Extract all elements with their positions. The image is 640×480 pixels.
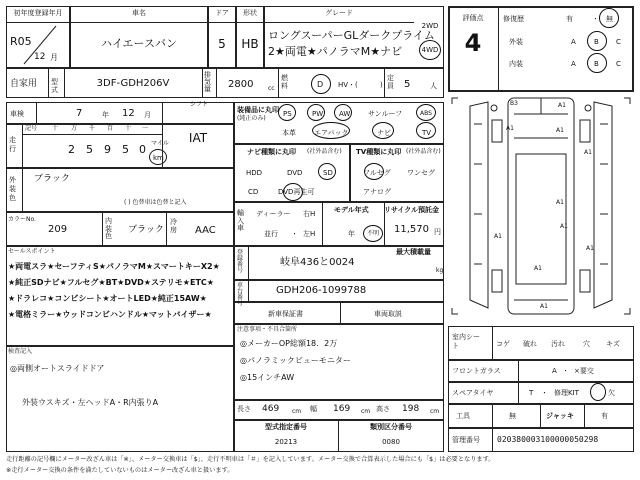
fuel-circle — [311, 74, 331, 94]
equip-ps-circle — [278, 104, 296, 121]
notes-line-3: ◎15インチAW — [240, 373, 295, 382]
navi-hdd: HDD — [246, 169, 263, 177]
equip-abs: ABS — [420, 110, 432, 117]
repair-yes: 有 — [566, 15, 573, 23]
shift-label: シフト — [190, 101, 209, 108]
tv-oneseg: ワンセグ — [407, 169, 435, 177]
color-code-value: 209 — [48, 224, 68, 235]
front-glass-a: A — [552, 367, 557, 375]
tv-sub: (社外品含む) — [406, 148, 441, 155]
front-glass-label: フロントガラス — [452, 367, 501, 375]
type-cert-value: 20213 — [274, 438, 298, 446]
width-value: 169 — [333, 404, 351, 414]
height-label: 高さ — [376, 405, 390, 413]
inspector-line-1: ◎両側オートスライドドア — [10, 364, 105, 373]
equip-pw-circle — [307, 104, 325, 121]
height-unit: cm — [430, 408, 440, 415]
equip-tv-circle — [416, 122, 436, 139]
reg-month-unit: 月 — [50, 53, 58, 62]
jack-value: 有 — [601, 412, 608, 420]
reg-year-header: 初年度登録年月 — [13, 9, 63, 17]
equip-abs-circle — [416, 104, 436, 121]
seat-yabure: 破れ — [523, 340, 537, 348]
notes-line-2: ◎パノラミックビューモニター — [240, 356, 351, 365]
equipment-sub: (純正のみ) — [237, 115, 266, 122]
diag-mark-a1-4: A1 — [556, 127, 564, 134]
mileage-digit-5: 0 — [139, 143, 146, 156]
navi-cd: CD — [248, 188, 259, 196]
interior-seat-label: 室内シート — [452, 333, 480, 351]
diag-mark-a1-3: A1 — [584, 149, 592, 156]
tools-label: 工具 — [456, 412, 470, 420]
inspection-label: 車検 — [10, 110, 24, 118]
diag-mark-a1-10: A1 — [540, 303, 548, 310]
spare-tire-label: スペアタイヤ — [452, 389, 494, 397]
spare-tire-circle — [590, 383, 606, 401]
repair-header: 修復歴 — [503, 15, 524, 23]
class-label: 類別区分番号 — [370, 423, 412, 431]
inspection-month-unit: 月 — [144, 111, 151, 119]
spare-tire-none: 欠 — [608, 389, 615, 397]
mileage-digit-2: 5 — [86, 143, 93, 156]
inspector-label: 検査記入 — [8, 348, 33, 355]
exterior-label: 外装 — [509, 38, 523, 46]
chassis-value: GDH206-1099788 — [276, 285, 367, 296]
inspection-year: 7 — [76, 108, 83, 119]
exterior-color-note: ( ) 色替車は色替と記入 — [124, 199, 187, 206]
exterior-a: A — [571, 38, 576, 46]
color-code-label: カラーNo. — [8, 216, 36, 223]
interior-color-value: ブラック — [128, 225, 164, 235]
seat-ana: 穴 — [583, 340, 590, 348]
score-value: 4 — [464, 29, 482, 57]
mileage-head-1: 十 — [52, 125, 59, 132]
equip-leather: 本革 — [282, 129, 296, 137]
doors-value: 5 — [218, 37, 226, 51]
model-year-unknown-circle — [363, 225, 383, 242]
model-name-header: 車名 — [132, 9, 146, 17]
grade-line2: 2★両電★パノラマM★ナビ — [268, 45, 403, 58]
max-load-label: 最大積載量 — [396, 248, 431, 256]
length-unit: cm — [292, 408, 302, 415]
spare-tire-t: T — [529, 389, 534, 397]
width-unit: cm — [361, 408, 371, 415]
seats-label: 定員 — [387, 74, 394, 91]
equip-tv: TV — [422, 129, 432, 137]
footer-line-2: ※走行メーター交換の条件を満たしていないものはメーター改ざん車と扱います。 — [6, 467, 234, 474]
tv-analog: アナログ — [363, 188, 391, 196]
max-load-unit: kg — [436, 267, 444, 274]
exterior-b-circle — [587, 31, 607, 51]
equip-aw-circle — [334, 104, 352, 121]
footer-line-1: 走行距離の記号欄にメーター改ざん車は「※」、メーター交換車は「$」、走行不明車は「＃」を記入しています。メーター交換で合算表示した場合にも「$」は必要となります。 — [6, 456, 495, 463]
import-sep: ・ — [291, 230, 298, 238]
registration-label: 登録番号 — [237, 249, 244, 274]
fuel-hv: HV・( — [338, 81, 358, 89]
interior-b-circle — [587, 53, 607, 73]
warranty-new: 新車保証書 — [268, 310, 303, 318]
length-value: 469 — [262, 404, 280, 414]
mileage-head-2: 万 — [71, 125, 78, 132]
mileage-head-6: 一 — [142, 125, 149, 132]
tv-fullseg: フルセグ — [363, 169, 391, 177]
navi-header: ナビ種類に丸印 — [247, 148, 296, 156]
shift-value: IAT — [188, 131, 208, 145]
exterior-color-value: ブラック — [34, 174, 70, 184]
mileage-digit-4: 5 — [122, 143, 129, 156]
interior-a: A — [571, 60, 576, 68]
inspector-line-2: 外装ウスキズ・左ヘッドA・R内張りA — [22, 398, 159, 407]
type-cert-label: 型式指定番号 — [265, 423, 307, 431]
diag-mark-a1-1: A1 — [558, 102, 566, 109]
equip-navi: ナビ — [377, 129, 391, 137]
mileage-head-3: 千 — [89, 125, 96, 132]
inspection-year-unit: 年 — [102, 111, 109, 119]
navi-dvd: DVD — [287, 169, 303, 177]
navi-dvd-play-circle — [283, 183, 303, 201]
type-value: 3DF-GDH206V — [96, 78, 170, 89]
equip-airbag: エアバック — [314, 129, 349, 137]
seats-unit: 人 — [430, 82, 437, 90]
repair-no-circle — [599, 8, 619, 28]
mileage-km-circle — [149, 149, 167, 165]
exterior-color-label: 外装色 — [9, 176, 16, 203]
inspection-month: 12 — [122, 108, 135, 119]
import-label: 輸入車 — [237, 209, 244, 233]
import-parallel: 並行 — [264, 230, 278, 238]
disp-unit: cc — [268, 85, 275, 92]
type-label: 型式 — [51, 78, 58, 95]
mileage-kigou: 記号 — [25, 125, 38, 132]
front-glass-sep: ・ — [562, 367, 569, 375]
navi-sd-circle — [318, 163, 336, 180]
model-year-label: モデル年式 — [334, 206, 369, 214]
sales-point-line-3: ★ドラレコ★コンビシート★オートLED★純正15AW★ — [8, 294, 207, 303]
exterior-c: C — [616, 38, 621, 46]
interior-b: B — [594, 60, 599, 68]
import-right: 右H — [303, 210, 316, 218]
mileage-digit-1: 2 — [68, 143, 75, 156]
registration-value: 岐阜436と0024 — [280, 257, 355, 268]
score-header: 評価点 — [462, 14, 484, 22]
disp-label: 排気量 — [204, 71, 211, 93]
disp-value: 2800 — [228, 79, 254, 90]
mileage-head-5: 十 — [125, 125, 132, 132]
import-dealer: ディーラー — [256, 210, 291, 218]
diag-mark-a1-7: A1 — [494, 233, 502, 240]
fuel-selected: D — [317, 80, 324, 89]
navi-sub: (社外品含む) — [307, 148, 342, 155]
sales-point-line-4: ★電格ミラー★ウッドコンビハンドル★マットバイザー★ — [8, 310, 212, 319]
navi-sd: SD — [323, 169, 333, 177]
recycle-label: リサイクル預託金 — [384, 206, 440, 214]
ac-value: AAC — [195, 225, 216, 236]
seat-koge: コゲ — [496, 340, 510, 348]
equip-airbag-circle — [312, 122, 350, 139]
diag-mark-a1-6: A1 — [560, 223, 568, 230]
equip-pw: PW — [312, 110, 324, 118]
seat-yogore: 汚れ — [551, 340, 565, 348]
fuel-label: 燃料 — [281, 74, 288, 91]
sales-points-label: セールスポイント — [8, 248, 56, 255]
exterior-b: B — [594, 38, 599, 46]
notes-label: 注意事項・不具合箇所 — [237, 326, 298, 333]
tv-header: TV種類に丸印 — [356, 148, 402, 156]
doors-header: ドア — [215, 9, 229, 17]
diag-mark-a1-2: A1 — [506, 125, 514, 132]
shape-header: 形状 — [243, 9, 257, 17]
navi-dvd-play: DVD再生可 — [278, 188, 315, 196]
sales-point-line-1: ★両電スラ★セーフティS★パノラマM★スマートキーX2★ — [8, 262, 220, 271]
mileage-km: km — [153, 154, 164, 162]
equip-navi-circle — [372, 122, 394, 139]
tv-fullseg-circle — [364, 163, 384, 180]
diag-mark-a1-9: A1 — [534, 265, 542, 272]
equip-aw: AW — [339, 110, 351, 118]
notes-line-1: ◎メーカーOP総額18．2万 — [240, 339, 338, 348]
fuel-close: ) — [380, 81, 383, 89]
length-label: 長さ — [237, 405, 251, 413]
recycle-unit: 円 — [434, 228, 441, 236]
spare-tire-repair: 修理KIT — [554, 389, 579, 397]
grade-line1: ロングスーパーGLダークプライム — [268, 29, 435, 42]
interior-label: 内装 — [509, 60, 523, 68]
mileage-head-4: 百 — [107, 125, 114, 132]
reg-month-value: 12 — [34, 52, 46, 62]
drive-2wd: 2WD — [421, 22, 439, 30]
reg-year-value: R05 — [10, 35, 32, 48]
mgmt-label: 管理番号 — [452, 436, 480, 444]
front-glass-x: ×要交 — [574, 367, 594, 375]
mileage-label: 走行 — [9, 136, 16, 154]
diag-mark-a1-5: A1 — [556, 199, 564, 206]
equip-ps: PS — [283, 110, 292, 118]
drive-4wd: 4WD — [421, 46, 439, 54]
shape-value: HB — [241, 37, 259, 51]
seats-value: 5 — [404, 79, 411, 90]
class-value: 0080 — [382, 438, 400, 446]
mileage-digit-3: 9 — [104, 143, 111, 156]
mileage-mile: マイル — [151, 140, 169, 147]
equip-sunroof: サンルーフ — [368, 110, 403, 118]
model-name-value: ハイエースバン — [100, 37, 177, 50]
width-label: 幅 — [310, 405, 317, 413]
height-value: 198 — [402, 404, 420, 414]
chassis-label: 車台番号 — [237, 282, 244, 307]
model-year-unit: 年 — [348, 230, 355, 238]
model-year-unknown: 不明 — [367, 230, 380, 237]
jack-label: ジャッキ — [546, 412, 574, 420]
diag-mark-b3: B3 — [510, 100, 518, 107]
spare-tire-sep: ・ — [541, 389, 548, 397]
repair-sep: ・ — [592, 15, 599, 23]
equipment-header: 装備品に丸印 — [237, 106, 279, 114]
warranty-row — [234, 302, 444, 324]
diag-mark-a1-8: A1 — [586, 245, 594, 252]
warranty-manual: 車両取説 — [374, 310, 402, 318]
mgmt-value: 020380003100000050298 — [497, 435, 599, 444]
repair-no: 無 — [606, 15, 613, 23]
grade-header: グレード — [325, 9, 353, 17]
seat-kizu: キズ — [606, 340, 620, 348]
use-value: 自家用 — [10, 79, 38, 89]
recycle-value: 11,570 — [394, 224, 429, 235]
interior-color-label: 内装色 — [105, 217, 112, 241]
tools-value: 無 — [509, 412, 516, 420]
vehicle-diagram — [448, 94, 634, 320]
drive-4wd-circle — [419, 40, 441, 60]
interior-c: C — [616, 60, 621, 68]
import-left: 左H — [303, 230, 316, 238]
sales-point-line-2: ★純正SDナビ★フルセグ★BT★DVD★ステリモ★ETC★ — [8, 278, 214, 287]
ac-label: 冷房 — [170, 218, 177, 235]
